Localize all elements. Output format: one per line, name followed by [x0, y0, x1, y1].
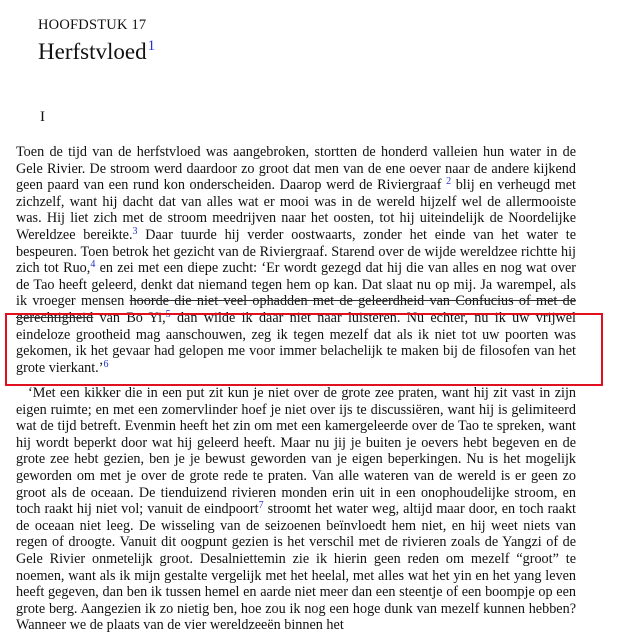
footnote-ref-2[interactable]: 2: [446, 176, 452, 188]
text-run: en zei met een diepe zucht: ‘Er wordt gezegd dat hij die van alles en nog wat over de Tao heeft geleerd, denkt dat niemand tegen hem op kan. Dat slaat nu op mij. Ja warempel, als ik vroeger mensen: [16, 260, 576, 310]
text-run: blij en verheugd met zichzelf, want hij dacht dat van alles wat er mooi was in de wereld hijzelf wel de allermooiste was. Hij liet zich met de stroom meedrijven naar het oosten, tot hij uiteindelijk de Noordelijke Wereldzee bereikte.: [16, 177, 576, 243]
footnote-ref-5[interactable]: 5: [165, 308, 171, 320]
footnote-ref-6[interactable]: 6: [103, 358, 109, 370]
text-run: van Bo Yi,: [93, 309, 166, 326]
paragraph-1: [16, 144, 576, 376]
footnote-ref-3[interactable]: 3: [132, 225, 138, 237]
chapter-label: HOOFDSTUK 17: [38, 17, 147, 33]
text-run: dan wilde ik daar niet naar luisteren. Nu echter, nu ik uw vrijwel eindeloze grootheid mag aanschouwen, zeg ik tegen mezelf dat als ik niet tot uw poorten was gekomen, ik het gevaar had gelopen me voor immer belachelijk te maken bij de filosofen van het grote vierkant.’: [16, 309, 576, 376]
text-run: stroomt het water weg, altijd maar door, en toch raakt de oceaan niet leeg. De wisseling van de seizoenen beïnvloedt hem niet, en hij weet niets van regen of droogte. Vanuit dit oogpunt gezien is het verschil met de rivieren zoals de Yangzi of de Gele Rivier onmetelijk groot. Desalniettemin zie ik hierin geen reden om mezelf “groot” te noemen, want als ik mijn gestalte vergelijk met het heelal, met alles wat het yin en het yang leven heeft gegeven, dan ben ik tussen hemel en aarde niet meer dan een steentje of een boompje op een grote berg. Aangezien ik zo nietig ben, hoe zou ik nog een hoge dunk van mezelf kunnen hebben? Wanneer we de plaats van de vier wereldzeeën binnen het: [16, 501, 576, 634]
footnote-ref-7[interactable]: 7: [258, 500, 264, 512]
paragraph-2: [16, 385, 576, 634]
section-number: I: [40, 109, 45, 125]
struck-text: hoorde die niet veel ophadden met de geleerdheid van Confucius of met de gerechtigheid: [16, 293, 576, 326]
footnote-ref-1[interactable]: 1: [147, 38, 156, 54]
chapter-title-text: Herfstvloed: [38, 39, 147, 64]
chapter-title: [38, 38, 155, 65]
text-run: ‘Met een kikker die in een put zit kun je niet over de grote zee praten, want hij zit vast in zijn eigen ruimte; en met een zomervlinder hoef je niet over ijs te discussiëren, want hij is gelimiteerd wat de tijd betreft. Evenmin heeft het zin om met een kamergeleerde over de Tao te spreken, want hij wordt beperkt door wat hij geleerd heeft. Maar nu jij je buiten je oevers hebt begeven en de grote zee hebt gezien, ben je je bewust geworden van je eigen beperkingen. Nu is het mogelijk geworden om met je over de grote rede te praten. Van alle wateren van de wereld is er geen zo groot als de oceaan. De tienduizend rivieren monden erin uit in een onophoudelijke stroom, en toch raakt hij niet vol; vanuit de eindpoort: [16, 385, 576, 518]
footnote-ref-4[interactable]: 4: [90, 259, 96, 271]
text-run: Daar tuurde hij verder oostwaarts, zonder het einde van het water te bespeuren. Toen betrok het gezicht van de Riviergraaf. Starend over de wijde wereldzee richtte hij zich tot Ruo,: [16, 226, 577, 277]
text-run: Toen de tijd van de herfstvloed was aangebroken, stortten de honderd valleien hun water in de Gele Rivier. De stroom werd daardoor zo groot dat men van de ene oever naar de andere kijkend geen paard van een rund kon onderscheiden. Daarop werd de Riviergraaf: [16, 144, 576, 194]
